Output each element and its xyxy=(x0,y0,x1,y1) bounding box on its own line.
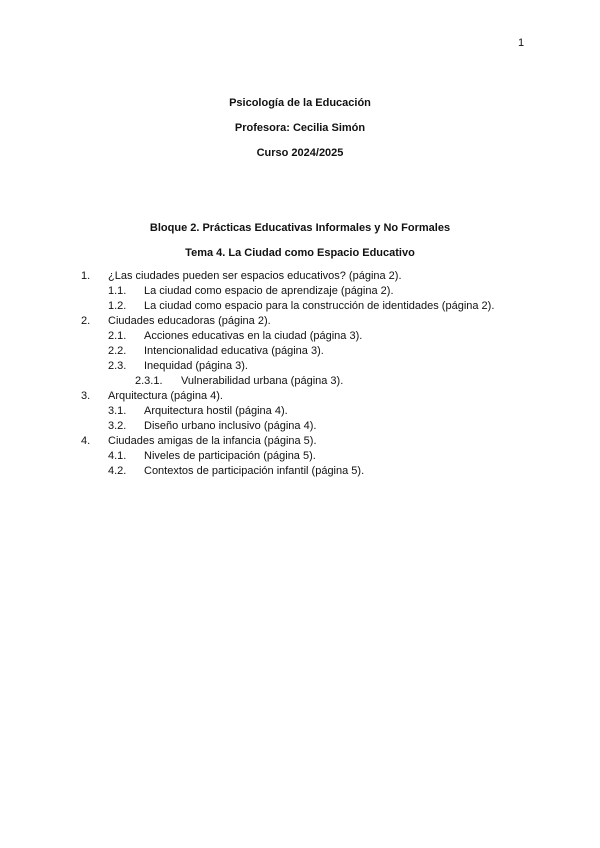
toc-item xyxy=(0,389,600,404)
toc-item-text: La ciudad como espacio de aprendizaje (página 2). xyxy=(144,285,394,297)
toc-item xyxy=(0,404,600,419)
toc-item-text: Diseño urbano inclusivo (página 4). xyxy=(144,420,317,432)
toc-item xyxy=(0,374,600,389)
topic-heading: Tema 4. La Ciudad como Espacio Educativo xyxy=(185,247,415,259)
toc-item-text: Niveles de participación (página 5). xyxy=(144,450,316,462)
toc-item xyxy=(0,314,600,329)
toc-item xyxy=(0,284,600,299)
toc-item-number: 3.2. xyxy=(108,420,127,432)
course-title: Psicología de la Educación xyxy=(229,97,371,109)
professor-line: Profesora: Cecilia Simón xyxy=(234,122,366,134)
toc-item-number: 3.1. xyxy=(108,405,127,417)
toc-item-number: 2.2. xyxy=(108,345,127,357)
toc-item-number: 2.3.1. xyxy=(135,375,163,387)
toc-item-number: 1.2. xyxy=(108,300,127,312)
toc-item xyxy=(0,344,600,359)
toc-item-number: 3. xyxy=(81,390,91,402)
toc-item-text: Contextos de participación infantil (página 5). xyxy=(144,465,365,477)
toc-item-text: ¿Las ciudades pueden ser espacios educativos? (página 2). xyxy=(108,270,402,282)
toc-item-text: Acciones educativas en la ciudad (página 3). xyxy=(144,330,363,342)
toc-item-text: Ciudades educadoras (página 2). xyxy=(108,315,271,327)
table-of-contents xyxy=(0,269,600,479)
toc-item xyxy=(0,329,600,344)
toc-item xyxy=(0,269,600,284)
toc-item-text: Arquitectura hostil (página 4). xyxy=(144,405,288,417)
toc-item-text: Vulnerabilidad urbana (página 3). xyxy=(181,375,344,387)
toc-item-number: 2.1. xyxy=(108,330,127,342)
toc-item-number: 4.2. xyxy=(108,465,127,477)
toc-item-number: 1.1. xyxy=(108,285,127,297)
toc-item xyxy=(0,419,600,434)
toc-item-text: Arquitectura (página 4). xyxy=(108,390,223,402)
toc-item xyxy=(0,464,600,479)
toc-item xyxy=(0,359,600,374)
toc-item-text: Ciudades amigas de la infancia (página 5). xyxy=(108,435,317,447)
toc-item-number: 1. xyxy=(81,270,91,282)
toc-item-text: La ciudad como espacio para la construcción de identidades (página 2). xyxy=(144,300,495,312)
toc-item-text: Intencionalidad educativa (página 3). xyxy=(144,345,324,357)
toc-item-number: 2. xyxy=(81,315,91,327)
page-number: 1 xyxy=(518,37,525,49)
toc-item xyxy=(0,434,600,449)
toc-item-text: Inequidad (página 3). xyxy=(144,360,248,372)
toc-item-number: 2.3. xyxy=(108,360,127,372)
course-year: Curso 2024/2025 xyxy=(256,147,344,159)
block-heading: Bloque 2. Prácticas Educativas Informales y No Formales xyxy=(149,222,451,234)
toc-item-number: 4. xyxy=(81,435,91,447)
toc-item xyxy=(0,449,600,464)
toc-item xyxy=(0,299,600,314)
toc-item-number: 4.1. xyxy=(108,450,127,462)
